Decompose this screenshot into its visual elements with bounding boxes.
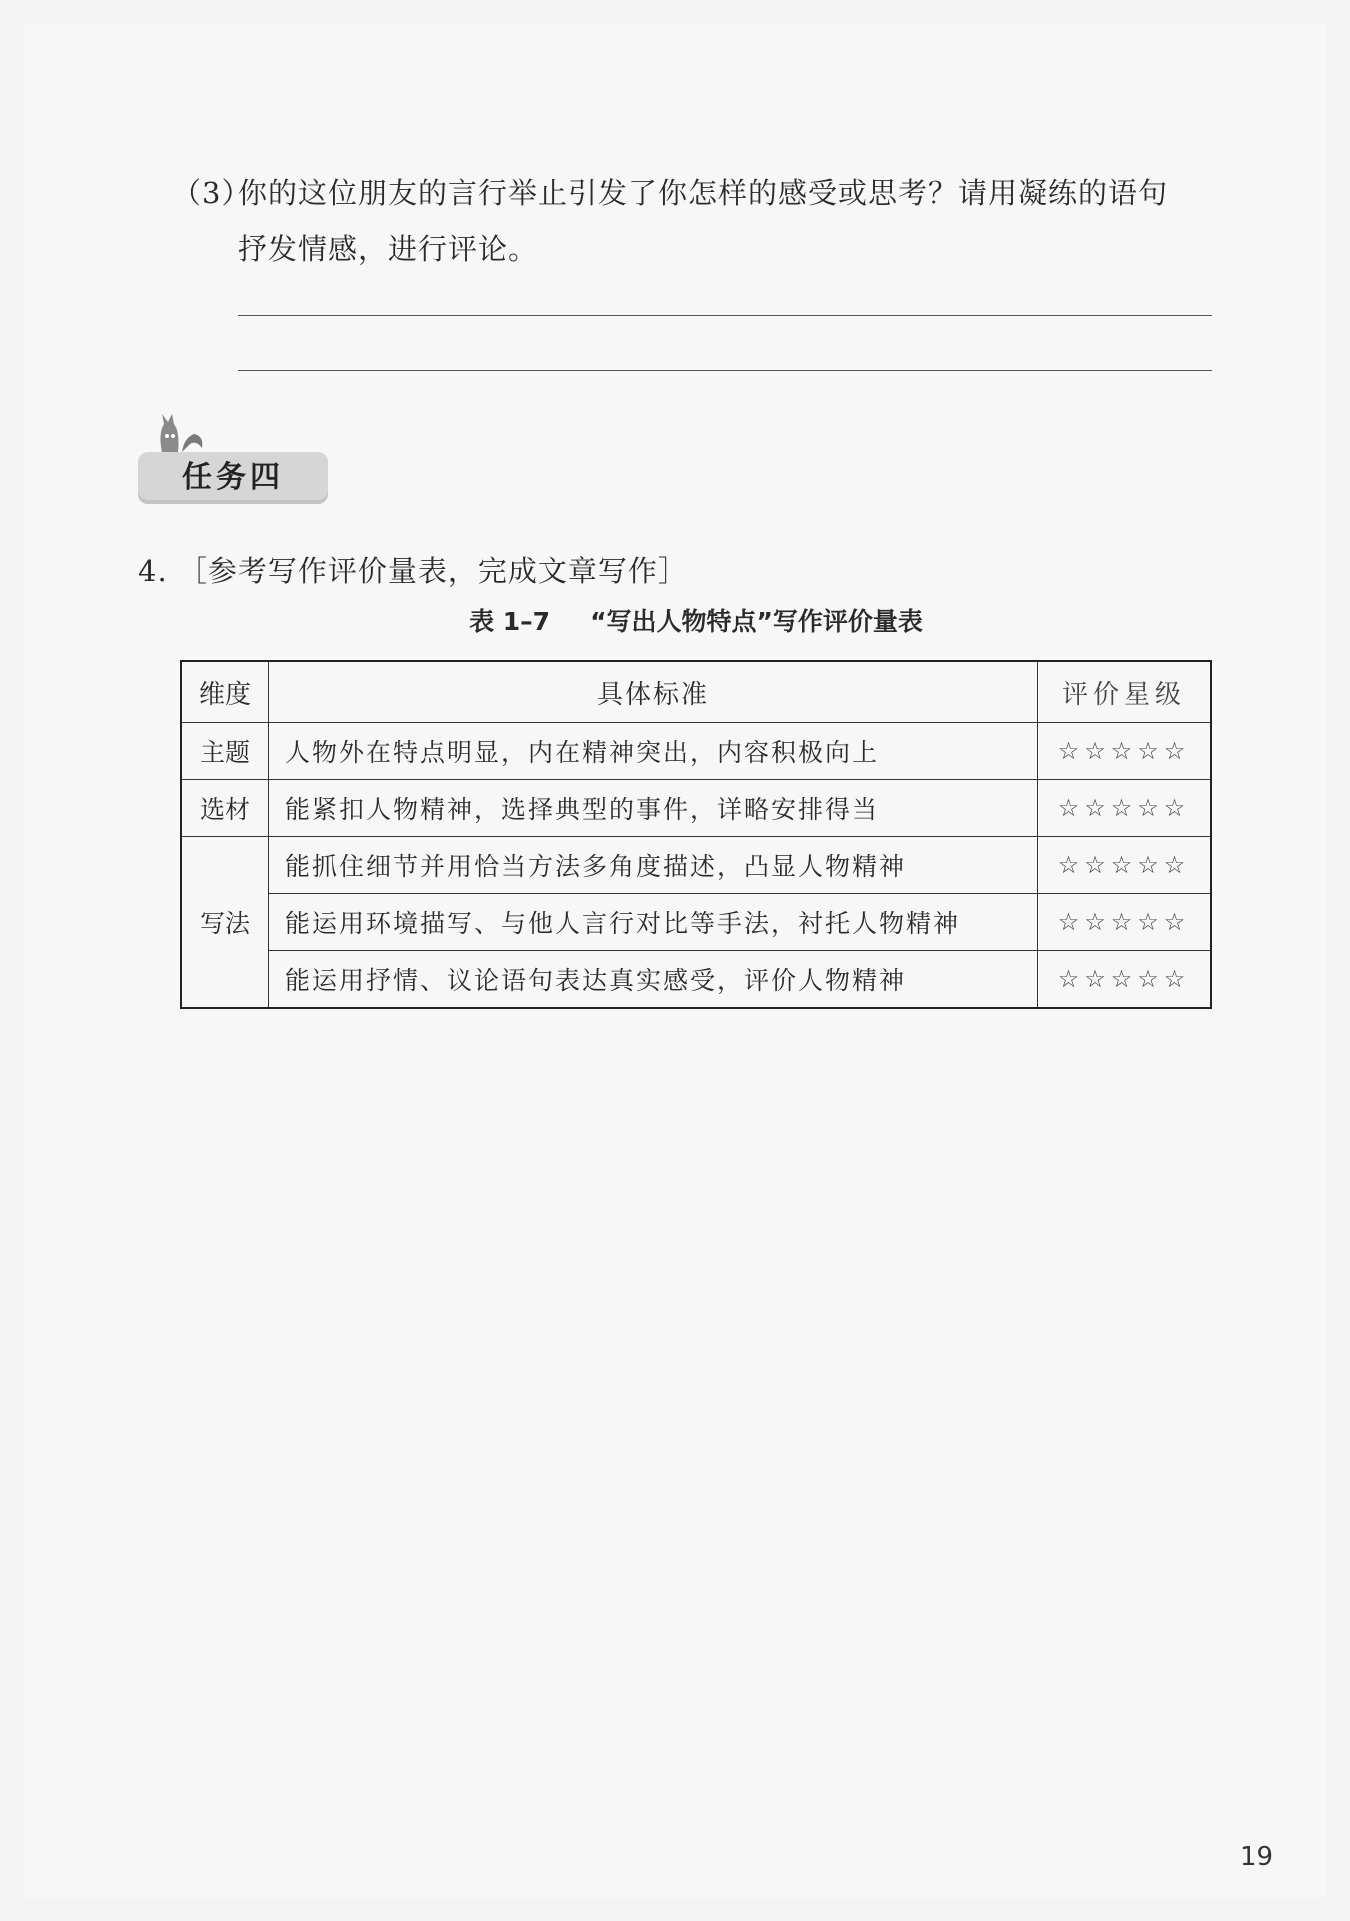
table-row xyxy=(181,723,1211,780)
row-criteria: 能抓住细节并用恰当方法多角度描述，凸显人物精神 xyxy=(269,837,1038,894)
row-criteria: 人物外在特点明显，内在精神突出，内容积极向上 xyxy=(269,723,1038,780)
row-star-rating[interactable]: ☆☆☆☆☆ xyxy=(1038,723,1212,780)
row-dimension: 写法 xyxy=(181,837,269,1009)
table-row xyxy=(181,951,1211,1009)
evaluation-rubric-table xyxy=(180,660,1212,1009)
question-4: 4. ［参考写作评价量表，完成文章写作］ xyxy=(138,554,688,588)
table-caption-title: “写出人物特点”写作评价量表 xyxy=(590,607,923,636)
question-3 xyxy=(172,165,1212,277)
page-number: 19 xyxy=(1240,1842,1274,1872)
question-3-text-1: 你的这位朋友的言行举止引发了你怎样的感受或思考？请用凝练的语句 xyxy=(238,176,1169,210)
row-criteria: 能紧扣人物精神，选择典型的事件，详略安排得当 xyxy=(269,780,1038,837)
rabbit-mascot-icon xyxy=(150,412,210,454)
header-dimension: 维度 xyxy=(181,661,269,723)
answer-line-2[interactable] xyxy=(238,370,1212,371)
table-caption-code: 表 1–7 xyxy=(469,607,551,636)
table-row xyxy=(181,780,1211,837)
table-row xyxy=(181,894,1211,951)
table-header-row xyxy=(181,661,1211,723)
question-3-line-2: 抒发情感，进行评论。 xyxy=(238,232,539,266)
task-badge: 任务四 xyxy=(138,452,328,504)
header-criteria: 具体标准 xyxy=(269,661,1038,723)
row-criteria: 能运用环境描写、与他人言行对比等手法，衬托人物精神 xyxy=(269,894,1038,951)
row-dimension: 主题 xyxy=(181,723,269,780)
table-row xyxy=(181,837,1211,894)
row-criteria: 能运用抒情、议论语句表达真实感受，评价人物精神 xyxy=(269,951,1038,1009)
row-star-rating[interactable]: ☆☆☆☆☆ xyxy=(1038,951,1212,1009)
row-star-rating[interactable]: ☆☆☆☆☆ xyxy=(1038,780,1212,837)
answer-line-1[interactable] xyxy=(238,315,1212,316)
row-star-rating[interactable]: ☆☆☆☆☆ xyxy=(1038,894,1212,951)
row-star-rating[interactable]: ☆☆☆☆☆ xyxy=(1038,837,1212,894)
row-dimension: 选材 xyxy=(181,780,269,837)
question-3-number: （3） xyxy=(172,176,252,210)
question-3-line-1 xyxy=(172,165,1212,221)
header-rating: 评价星级 xyxy=(1038,661,1212,723)
table-caption xyxy=(180,600,1212,644)
